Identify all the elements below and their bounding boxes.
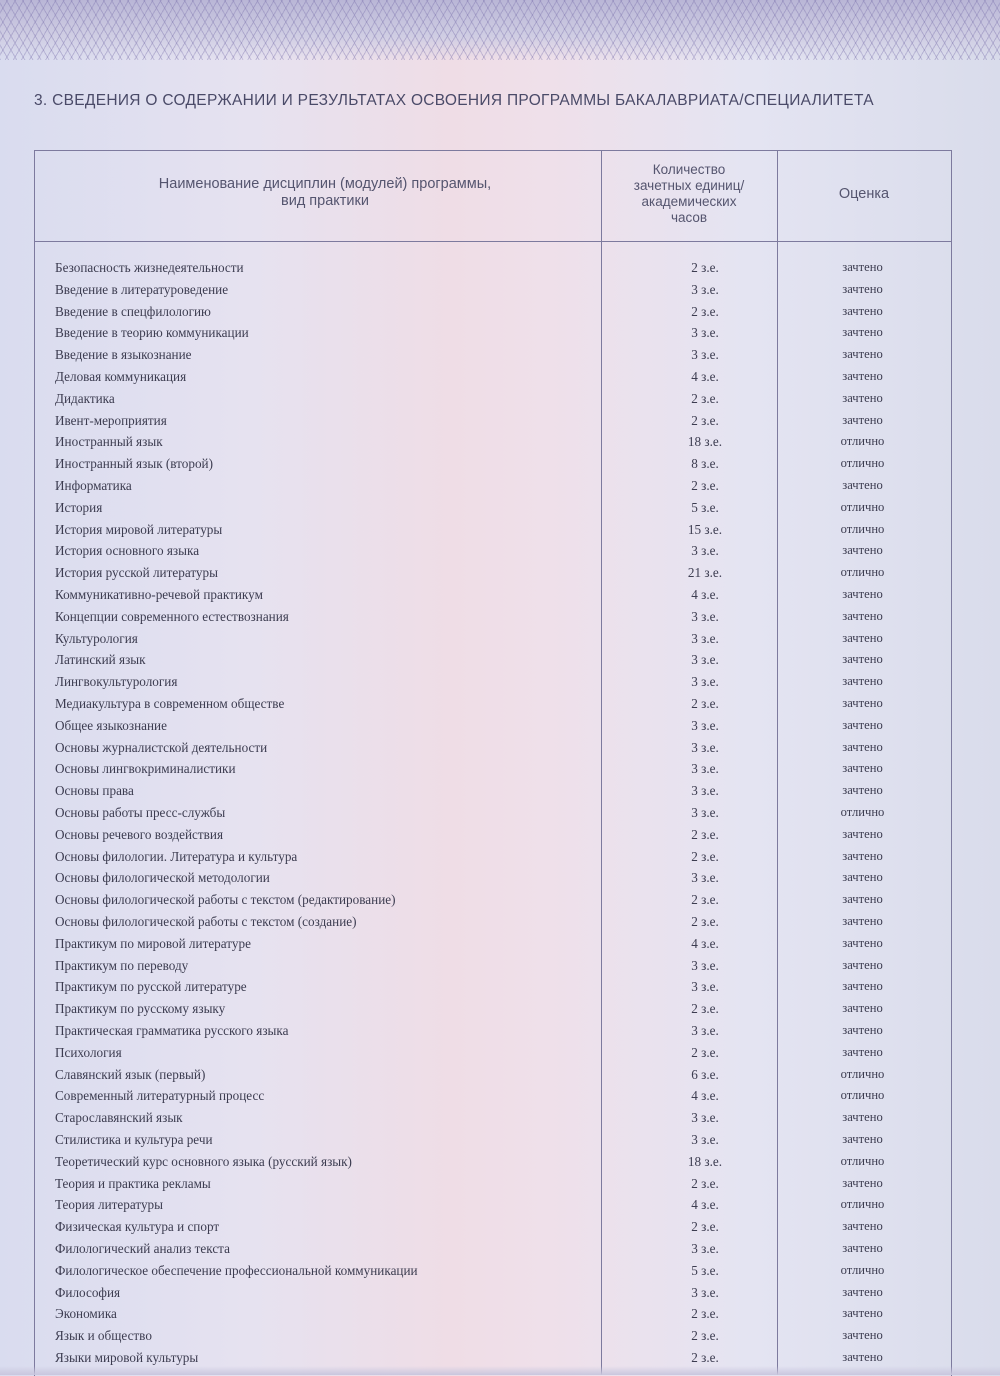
discipline-name: Основы работы пресс-службы <box>55 805 226 820</box>
credit-units: 3 з.е. <box>691 739 719 755</box>
credit-units: 3 з.е. <box>691 674 719 690</box>
table-row <box>0 1088 1000 1110</box>
header-units-line2: зачетных единиц/ <box>633 178 745 193</box>
credit-units: 4 з.е. <box>691 935 719 951</box>
grade-value: зачтено <box>842 412 883 427</box>
grade-value: отлично <box>840 1088 885 1103</box>
grade-value: зачтено <box>842 892 883 907</box>
grade-value: зачтено <box>842 260 883 274</box>
table-row <box>0 587 1000 609</box>
table-row <box>0 892 1000 914</box>
table-row <box>0 958 1000 980</box>
credit-units: 5 з.е. <box>691 499 719 515</box>
table-row <box>0 325 1000 347</box>
table-row <box>0 1067 1000 1089</box>
grade-value: зачтено <box>842 826 883 841</box>
discipline-name: История основного языка <box>55 543 200 559</box>
grade-value: зачтено <box>842 848 883 863</box>
grade-value: зачтено <box>842 1284 883 1299</box>
header-discipline-name <box>60 176 590 210</box>
grade-value: отлично <box>840 1262 885 1277</box>
discipline-name: Ивент-мероприятия <box>55 412 167 428</box>
header-discipline-line1: Наименование дисциплин (модулей) программы, <box>158 176 492 192</box>
credit-units: 3 з.е. <box>691 325 719 341</box>
table-row <box>0 1045 1000 1067</box>
header-grade: Оценка <box>838 186 890 202</box>
grade-value: зачтено <box>842 1110 883 1125</box>
discipline-name: Культурология <box>55 630 138 646</box>
table-row <box>0 652 1000 674</box>
discipline-name: История мировой литературы <box>55 521 223 537</box>
discipline-name: Языки мировой культуры <box>55 1350 199 1365</box>
discipline-name: Теоретический курс основного языка (русский язык) <box>55 1153 352 1169</box>
grade-value: зачтено <box>842 1044 883 1059</box>
table-row <box>0 1197 1000 1219</box>
credit-units: 3 з.е. <box>691 979 719 995</box>
credit-units: 5 з.е. <box>691 1262 719 1278</box>
discipline-name: Практикум по мировой литературе <box>55 935 251 951</box>
discipline-name: Латинский язык <box>55 652 146 668</box>
credit-units: 3 з.е. <box>691 761 719 777</box>
discipline-name: Филологический анализ текста <box>55 1241 230 1256</box>
grade-value: зачтено <box>842 478 883 492</box>
table-row <box>0 391 1000 413</box>
credit-units: 2 з.е. <box>691 478 719 493</box>
credit-units: 2 з.е. <box>691 1044 719 1060</box>
grade-value: отлично <box>840 1153 885 1168</box>
header-units <box>605 162 773 226</box>
discipline-name: Практикум по русской литературе <box>55 979 247 995</box>
table-row <box>0 1263 1000 1285</box>
table-row <box>0 434 1000 456</box>
table-row <box>0 718 1000 740</box>
grade-value: зачтено <box>842 739 883 754</box>
grade-value: зачтено <box>842 390 883 405</box>
grade-value: зачтено <box>842 1306 883 1321</box>
credit-units: 2 з.е. <box>691 1328 719 1344</box>
credit-units: 4 з.е. <box>691 1088 719 1104</box>
credit-units: 3 з.е. <box>691 805 719 820</box>
credit-units: 2 з.е. <box>691 303 719 319</box>
discipline-name: Иностранный язык (второй) <box>55 456 214 472</box>
table-row <box>0 696 1000 718</box>
discipline-name: Современный литературный процесс <box>55 1088 265 1104</box>
table-row <box>0 870 1000 892</box>
discipline-name: Иностранный язык <box>55 434 163 450</box>
table-row <box>0 1110 1000 1132</box>
credit-units: 2 з.е. <box>691 1219 719 1235</box>
table-row <box>0 369 1000 391</box>
grade-value: зачтено <box>842 587 883 601</box>
credit-units: 15 з.е. <box>687 521 723 537</box>
table-row <box>0 609 1000 631</box>
grade-value: зачтено <box>842 1001 883 1016</box>
table-row <box>0 936 1000 958</box>
credit-units: 2 з.е. <box>691 1306 719 1322</box>
credit-units: 3 з.е. <box>691 1023 719 1038</box>
table-row <box>0 761 1000 783</box>
grade-value: зачтено <box>842 303 883 318</box>
table-row <box>0 631 1000 653</box>
grade-value: зачтено <box>842 1241 883 1255</box>
grade-value: зачтено <box>842 347 883 362</box>
discipline-name: Основы речевого воздействия <box>55 826 224 842</box>
table-row <box>0 1154 1000 1176</box>
table-row <box>0 979 1000 1001</box>
discipline-name: Старославянский язык <box>55 1110 183 1126</box>
credit-units: 4 з.е. <box>691 587 719 602</box>
grade-value: зачтено <box>842 783 883 798</box>
table-row <box>0 413 1000 435</box>
grade-value: зачтено <box>842 652 883 667</box>
table-row <box>0 805 1000 827</box>
discipline-name: Лингвокультурология <box>55 674 178 690</box>
discipline-name: Филологическое обеспечение профессиональной коммуникации <box>55 1262 418 1278</box>
table-row <box>0 304 1000 326</box>
grade-value: зачтено <box>842 369 883 383</box>
discipline-name: Основы филологической работы с текстом (создание) <box>55 914 357 929</box>
grade-value: зачтено <box>842 281 883 296</box>
grade-value: зачтено <box>842 1175 883 1190</box>
table-row <box>0 1001 1000 1023</box>
discipline-name: Введение в литературоведение <box>55 281 229 297</box>
credit-units: 4 з.е. <box>691 369 719 384</box>
discipline-name: Основы права <box>55 783 134 799</box>
credit-units: 2 з.е. <box>691 1175 719 1191</box>
grade-value: зачтено <box>842 935 883 950</box>
credit-units: 6 з.е. <box>691 1066 719 1082</box>
discipline-name: Экономика <box>55 1306 117 1322</box>
header-units-line3: академических <box>641 194 737 209</box>
credit-units: 3 з.е. <box>691 957 719 973</box>
credit-units: 2 з.е. <box>691 412 719 428</box>
section-title: 3. СВЕДЕНИЯ О СОДЕРЖАНИИ И РЕЗУЛЬТАТАХ ОСВОЕНИЯ ПРОГРАММЫ БАКАЛАВРИАТА/СПЕЦИАЛИТЕТА <box>34 92 874 109</box>
table-row <box>0 1219 1000 1241</box>
discipline-name: Введение в теорию коммуникации <box>55 325 249 341</box>
grade-value: зачтено <box>842 870 883 885</box>
grade-value: отлично <box>840 565 885 580</box>
credit-units: 2 з.е. <box>691 892 719 908</box>
grade-value: зачтено <box>842 914 883 928</box>
discipline-name: Психология <box>55 1044 122 1060</box>
table-row <box>0 783 1000 805</box>
discipline-name: Язык и общество <box>55 1328 152 1344</box>
grade-value: зачтено <box>842 674 883 689</box>
table-row <box>0 1306 1000 1328</box>
discipline-name: Основы филологии. Литература и культура <box>55 848 298 864</box>
discipline-name: Безопасность жизнедеятельности <box>55 260 244 275</box>
discipline-name: Деловая коммуникация <box>55 369 187 384</box>
discipline-name: Практикум по русскому языку <box>55 1001 226 1017</box>
credit-units: 3 з.е. <box>691 1284 719 1300</box>
grade-value: зачтено <box>842 957 883 972</box>
grade-value: отлично <box>840 521 885 536</box>
credit-units: 18 з.е. <box>687 1153 723 1169</box>
discipline-name: Коммуникативно-речевой практикум <box>55 587 263 602</box>
discipline-name: История <box>55 499 103 515</box>
credit-units: 3 з.е. <box>691 630 719 646</box>
grade-value: зачтено <box>842 1023 883 1037</box>
credit-units: 3 з.е. <box>691 870 719 886</box>
grade-value: зачтено <box>842 717 883 732</box>
grade-value: зачтено <box>842 1219 883 1234</box>
discipline-name: Теория и практика рекламы <box>55 1175 211 1191</box>
credit-units: 3 з.е. <box>691 281 719 297</box>
discipline-name: Стилистика и культура речи <box>55 1132 213 1147</box>
discipline-name: Введение в языкознание <box>55 347 192 363</box>
table-row <box>0 260 1000 282</box>
credit-units: 2 з.е. <box>691 914 719 929</box>
grade-value: отлично <box>840 456 885 471</box>
credit-units: 8 з.е. <box>691 456 719 472</box>
credit-units: 18 з.е. <box>687 434 723 450</box>
discipline-name: Практическая грамматика русского языка <box>55 1023 289 1038</box>
grade-value: зачтено <box>842 1132 883 1146</box>
table-row <box>0 565 1000 587</box>
credit-units: 4 з.е. <box>691 1197 719 1213</box>
guilloche-border <box>0 0 1000 60</box>
discipline-name: Общее языкознание <box>55 717 167 733</box>
discipline-name: Философия <box>55 1284 121 1300</box>
discipline-name: Концепции современного естествознания <box>55 608 289 624</box>
table-row <box>0 914 1000 936</box>
credit-units: 2 з.е. <box>691 1350 719 1365</box>
grade-value: отлично <box>840 1197 885 1212</box>
discipline-name: История русской литературы <box>55 565 218 581</box>
discipline-name: Информатика <box>55 478 132 493</box>
grade-value: зачтено <box>842 761 883 776</box>
credit-units: 2 з.е. <box>691 260 719 275</box>
header-units-line1: Количество <box>652 162 726 177</box>
credit-units: 21 з.е. <box>687 565 723 581</box>
table-row <box>0 849 1000 871</box>
table-row <box>0 827 1000 849</box>
grade-value: зачтено <box>842 696 883 710</box>
table-row <box>0 1132 1000 1154</box>
table-row <box>0 478 1000 500</box>
grade-value: зачтено <box>842 1328 883 1343</box>
table-row <box>0 1328 1000 1350</box>
credit-units: 3 з.е. <box>691 347 719 363</box>
credit-units: 3 з.е. <box>691 1110 719 1126</box>
table-row <box>0 740 1000 762</box>
discipline-name: Основы филологической работы с текстом (редактирование) <box>55 892 396 908</box>
table-row <box>0 282 1000 304</box>
grade-value: отлично <box>840 805 885 819</box>
credit-units: 3 з.е. <box>691 1132 719 1147</box>
credit-units: 2 з.е. <box>691 1001 719 1017</box>
grade-value: зачтено <box>842 630 883 645</box>
credit-units: 2 з.е. <box>691 390 719 406</box>
header-units-line4: часов <box>670 210 708 225</box>
discipline-name: Теория литературы <box>55 1197 164 1213</box>
discipline-name: Дидактика <box>55 390 115 406</box>
table-row <box>0 1176 1000 1198</box>
table-row <box>0 347 1000 369</box>
table-row <box>0 500 1000 522</box>
credit-units: 3 з.е. <box>691 608 719 624</box>
table-row <box>0 1285 1000 1307</box>
header-discipline-line2: вид практики <box>281 193 369 209</box>
discipline-name: Славянский язык (первый) <box>55 1066 206 1082</box>
header-divider <box>34 241 951 242</box>
discipline-name: Основы филологической методологии <box>55 870 270 886</box>
credit-units: 2 з.е. <box>691 696 719 711</box>
grade-value: зачтено <box>842 543 883 558</box>
credit-units: 3 з.е. <box>691 717 719 733</box>
table-row <box>0 543 1000 565</box>
grade-value: зачтено <box>842 1350 883 1364</box>
discipline-name: Физическая культура и спорт <box>55 1219 220 1235</box>
credit-units: 3 з.е. <box>691 652 719 668</box>
credit-units: 2 з.е. <box>691 826 719 842</box>
discipline-name: Практикум по переводу <box>55 957 189 973</box>
grade-value: отлично <box>840 499 885 514</box>
table-row <box>0 456 1000 478</box>
grade-value: отлично <box>840 434 885 449</box>
discipline-name: Введение в спецфилологию <box>55 303 211 319</box>
credit-units: 3 з.е. <box>691 783 719 799</box>
bottom-guilloche <box>0 1366 1000 1375</box>
grade-value: зачтено <box>842 608 883 623</box>
table-row <box>0 1241 1000 1263</box>
grade-value: отлично <box>840 1066 885 1081</box>
credit-units: 3 з.е. <box>691 1241 719 1256</box>
credit-units: 3 з.е. <box>691 543 719 559</box>
table-row <box>0 1023 1000 1045</box>
discipline-name: Основы журналистской деятельности <box>55 739 268 755</box>
table-row <box>0 522 1000 544</box>
table-row <box>0 674 1000 696</box>
credit-units: 2 з.е. <box>691 848 719 864</box>
grade-value: зачтено <box>842 979 883 994</box>
grade-value: зачтено <box>842 325 883 340</box>
discipline-name: Основы лингвокриминалистики <box>55 761 236 777</box>
discipline-name: Медиакультура в современном обществе <box>55 696 285 711</box>
